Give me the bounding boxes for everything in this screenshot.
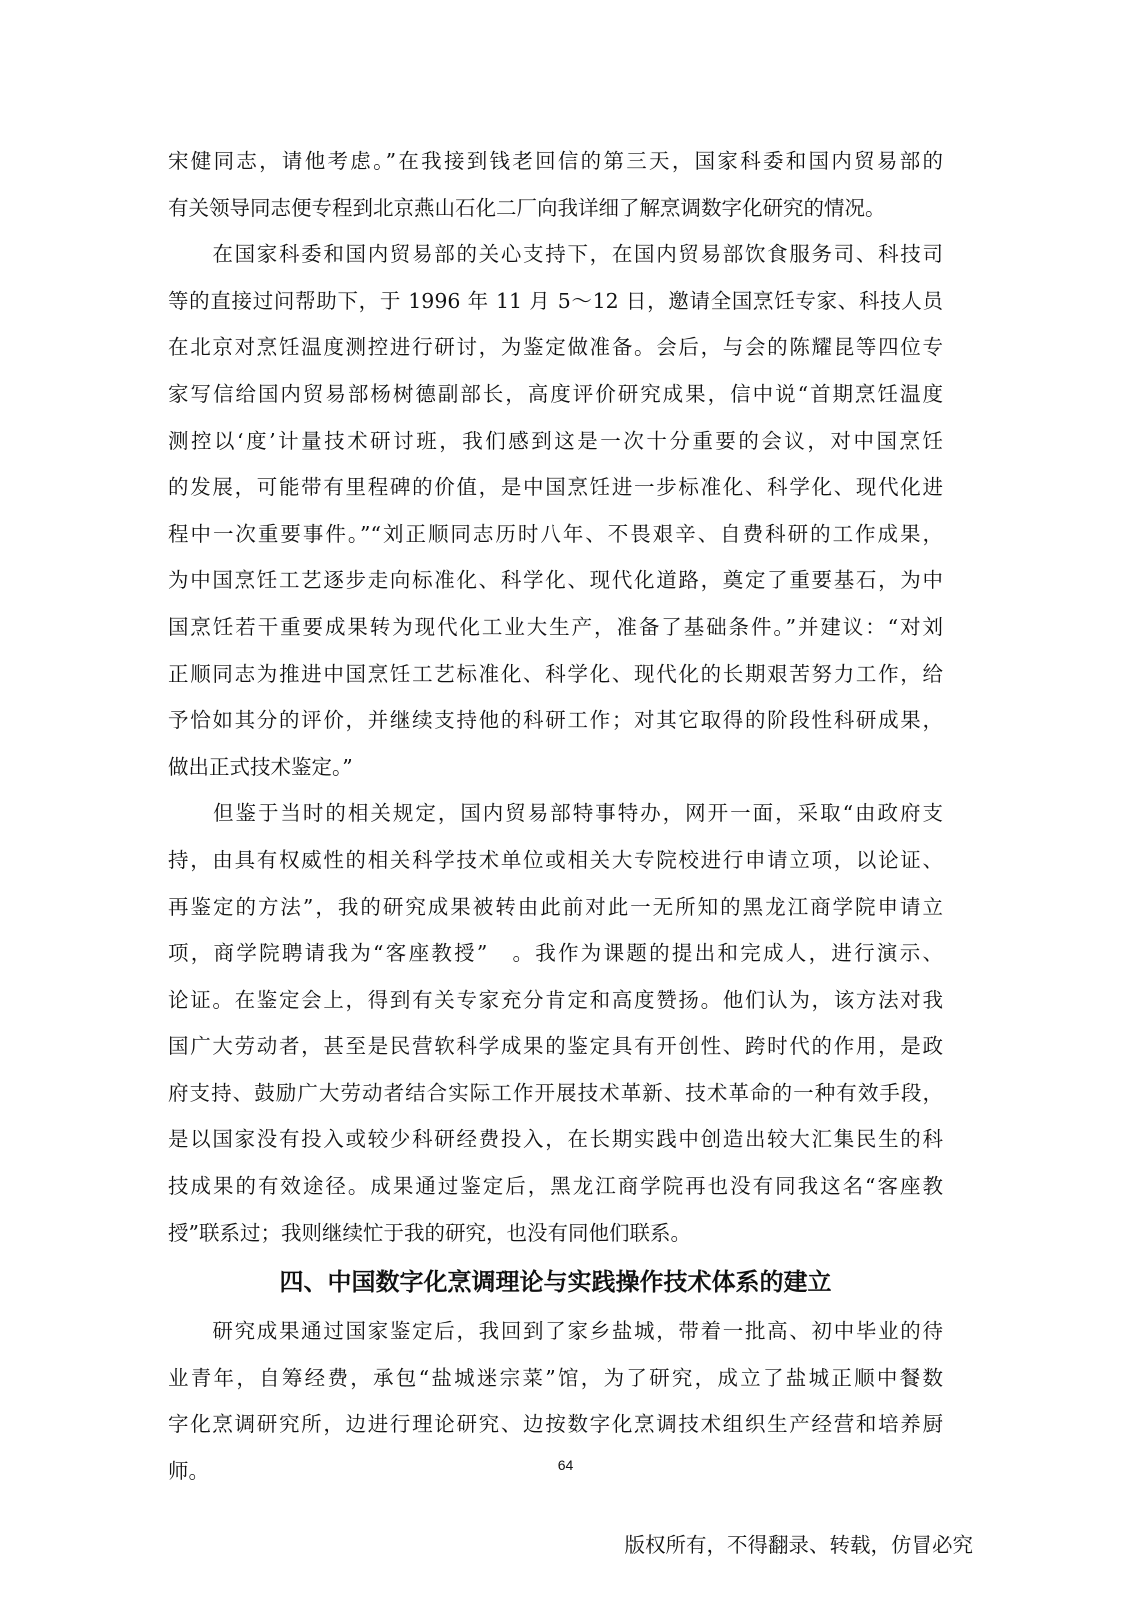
- text-line: 论证。在鉴定会上，得到有关专家充分肯定和高度赞扬。他们认为，该方法对我: [168, 987, 943, 1012]
- text-line: 有关领导同志便专程到北京燕山石化二厂向我详细了解烹调数字化研究的情况。: [168, 195, 886, 220]
- text-line: 再鉴定的方法”，我的研究成果被转由此前对此一无所知的黑龙江商学院申请立: [168, 894, 943, 919]
- copyright-notice: 版权所有，不得翻录、转载，仿冒必究: [624, 1533, 973, 1557]
- text-line: 府支持、鼓励广大劳动者结合实际工作开展技术革新、技术革命的一种有效手段，: [168, 1080, 943, 1105]
- text-line: 的发展，可能带有里程碑的价值，是中国烹饪进一步标准化、科学化、现代化进: [168, 475, 943, 500]
- text-line: 技成果的有效途径。成果通过鉴定后，黑龙江商学院再也没有同我这名“客座教: [168, 1174, 943, 1199]
- text-line: 宋健同志，请他考虑。”在我接到钱老回信的第三天，国家科委和国内贸易部的: [168, 149, 943, 173]
- text-line: 授”联系过；我则继续忙于我的研究，也没有同他们联系。: [168, 1220, 691, 1245]
- text-line: 测控以‘度’计量技术研讨班，我们感到这是一次十分重要的会议，对中国烹饪: [168, 428, 943, 453]
- page-number: 64: [557, 1457, 574, 1473]
- text-line: 但鉴于当时的相关规定，国内贸易部特事特办，网开一面，采取“由政府支: [168, 801, 943, 826]
- text-line: 国烹饪若干重要成果转为现代化工业大生产，准备了基础条件。”并建议：“对刘: [168, 614, 943, 639]
- text-line: 师。: [168, 1459, 209, 1484]
- text-line: 研究成果通过国家鉴定后，我回到了家乡盐城，带着一批高、初中毕业的待: [168, 1319, 943, 1344]
- text-line: 字化烹调研究所，边进行理论研究、边按数字化烹调技术组织生产经营和培养厨: [168, 1412, 943, 1437]
- text-line: 为中国烹饪工艺逐步走向标准化、科学化、现代化道路，奠定了重要基石，为中: [168, 568, 943, 593]
- text-line: 在北京对烹饪温度测控进行研讨，为鉴定做准备。会后，与会的陈耀昆等四位专: [168, 335, 943, 360]
- text-line: 予恰如其分的评价，并继续支持他的科研工作；对其它取得的阶段性科研成果，: [168, 708, 943, 733]
- text-line: 等的直接过问帮助下，于 1996 年 11 月 5～12 日，邀请全国烹饪专家、科技人员: [168, 288, 943, 313]
- text-line: 国广大劳动者，甚至是民营软科学成果的鉴定具有开创性、跨时代的作用，是政: [168, 1034, 943, 1059]
- text-line: 项，商学院聘请我为“客座教授” 。我作为课题的提出和完成人，进行演示、: [168, 941, 943, 966]
- section-heading: 四、中国数字化烹调理论与实践操作技术体系的建立: [279, 1267, 832, 1297]
- text-line: 家写信给国内贸易部杨树德副部长，高度评价研究成果，信中说“首期烹饪温度: [168, 381, 943, 406]
- body-text: [168, 138, 943, 1495]
- text-line: 做出正式技术鉴定。”: [168, 754, 353, 779]
- text-line: 程中一次重要事件。”“刘正顺同志历时八年、不畏艰辛、自费科研的工作成果，: [168, 521, 943, 546]
- text-line: 在国家科委和国内贸易部的关心支持下，在国内贸易部饮食服务司、科技司: [168, 242, 943, 267]
- text-line: 是以国家没有投入或较少科研经费投入，在长期实践中创造出较大汇集民生的科: [168, 1127, 943, 1152]
- text-line: 正顺同志为推进中国烹饪工艺标准化、科学化、现代化的长期艰苦努力工作，给: [168, 661, 943, 686]
- text-line: 业青年，自筹经费，承包“盐城迷宗菜”馆，为了研究，成立了盐城正顺中餐数: [168, 1365, 943, 1390]
- text-line: 持，由具有权威性的相关科学技术单位或相关大专院校进行申请立项，以论证、: [168, 847, 943, 872]
